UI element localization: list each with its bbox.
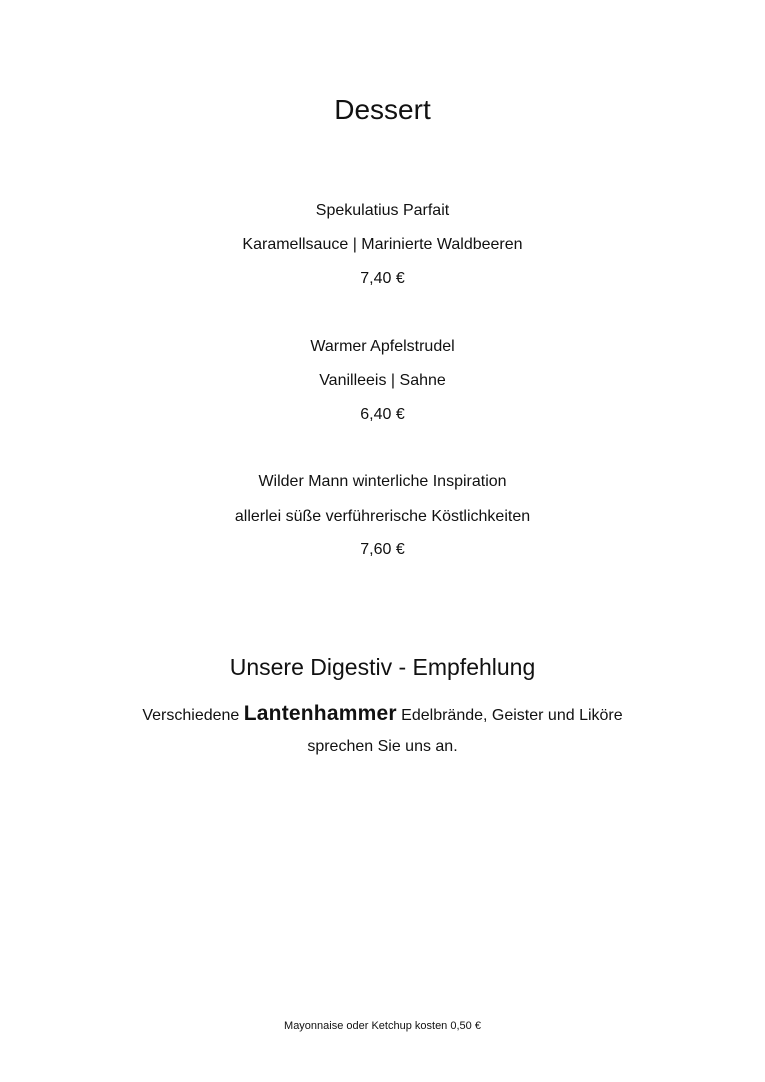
dessert-description: Karamellsauce | Marinierte Waldbeeren bbox=[242, 236, 523, 253]
dessert-description: allerlei süße verführerische Köstlichkeiten bbox=[234, 508, 531, 525]
digestiv-heading: Unsere Digestiv - Empfehlung bbox=[229, 654, 536, 680]
dessert-description: Vanilleeis | Sahne bbox=[319, 372, 446, 389]
digestiv-contact-line: sprechen Sie uns an. bbox=[307, 738, 458, 755]
footnote: Mayonnaise oder Ketchup kosten 0,50 € bbox=[284, 1020, 481, 1032]
dessert-name: Spekulatius Parfait bbox=[315, 202, 450, 219]
dessert-name: Warmer Apfelstrudel bbox=[310, 338, 455, 355]
dessert-price: 7,40 € bbox=[360, 270, 405, 287]
digestiv-text-after: Edelbrände, Geister und Liköre bbox=[401, 707, 623, 724]
dessert-price: 7,60 € bbox=[360, 541, 405, 558]
digestiv-recommendation bbox=[0, 699, 765, 731]
dessert-name: Wilder Mann winterliche Inspiration bbox=[258, 473, 507, 490]
page-title: Dessert bbox=[334, 94, 431, 125]
brand-name: Lantenhammer bbox=[243, 702, 397, 725]
digestiv-text-before: Verschiedene bbox=[142, 707, 240, 724]
dessert-price: 6,40 € bbox=[360, 406, 405, 423]
